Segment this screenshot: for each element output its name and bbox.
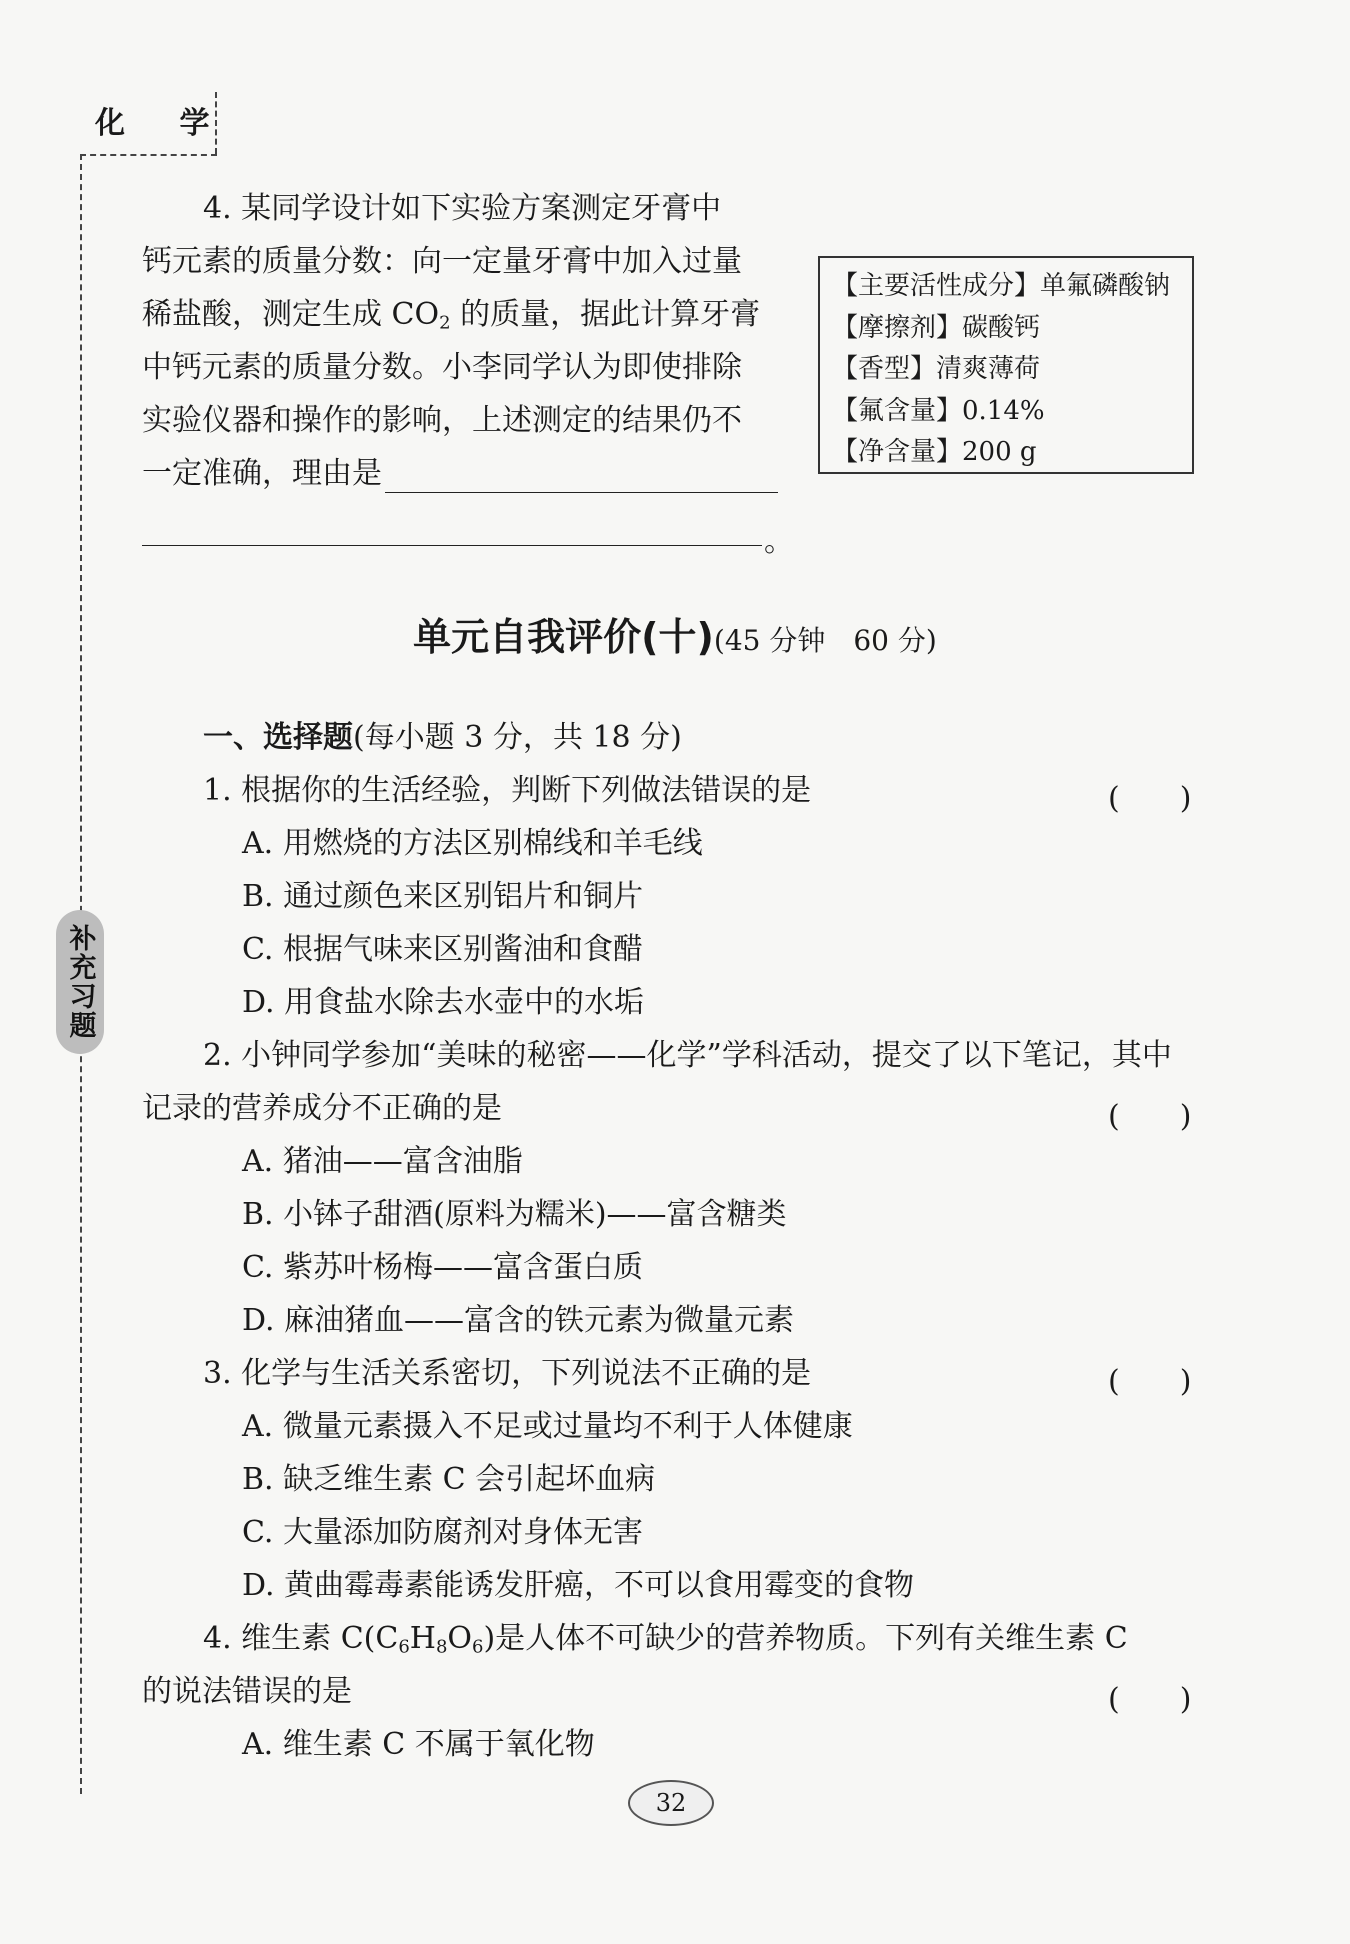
header-divider-vertical: [215, 92, 217, 154]
page-number: 32: [628, 1780, 714, 1826]
q4-prev-line-3-a: 稀盐酸，测定生成 CO: [142, 297, 440, 332]
answer-blank-2[interactable]: [142, 545, 762, 546]
q1-stem: 1. 根据你的生活经验，判断下列做法错误的是: [203, 773, 812, 808]
q4-prev-line-1: 4. 某同学设计如下实验方案测定牙膏中: [203, 191, 722, 226]
subject-label: 化 学: [95, 106, 232, 141]
info-row-flavor: 【香型】清爽薄荷: [832, 354, 1041, 384]
q1-option-c: C. 根据气味来区别酱油和食醋: [242, 932, 643, 967]
q4-prev-line-4: 中钙元素的质量分数。小李同学认为即使排除: [142, 350, 742, 385]
q3-stem: 3. 化学与生活关系密切，下列说法不正确的是: [203, 1356, 812, 1391]
toothpaste-label-box: [818, 256, 1194, 474]
header-divider-horizontal: [80, 154, 217, 156]
q2-option-c: C. 紫苏叶杨梅——富含蛋白质: [242, 1250, 643, 1285]
q1-option-b: B. 通过颜色来区别铝片和铜片: [242, 879, 644, 914]
answer-blank-1[interactable]: [385, 492, 778, 493]
supplement-tab: [56, 910, 104, 1054]
q1-option-d: D. 用食盐水除去水壶中的水垢: [242, 985, 645, 1020]
q4-prev-line-2: 钙元素的质量分数：向一定量牙膏中加入过量: [142, 244, 742, 279]
section-title-main: 单元自我评价(十): [413, 615, 714, 659]
end-period: 。: [764, 524, 794, 559]
q2-stem-2: 记录的营养成分不正确的是: [142, 1091, 502, 1126]
part-title-main: 一、选择题: [203, 720, 353, 755]
section-title: [0, 606, 1350, 661]
q1-answer-paren[interactable]: ( ): [1108, 781, 1192, 816]
q3-option-a: A. 微量元素摄入不足或过量均不利于人体健康: [242, 1409, 853, 1444]
q4-sub-8: 8: [435, 1636, 448, 1658]
q2-option-a: A. 猪油——富含油脂: [242, 1144, 523, 1179]
q4-sub-6: 6: [398, 1636, 410, 1658]
co2-subscript: 2: [439, 312, 451, 334]
q4-stem-1: [203, 1621, 1128, 1666]
q4-stem-1-b: )是人体不可缺少的营养物质。下列有关维生素 C: [483, 1621, 1128, 1656]
q1-option-a: A. 用燃烧的方法区别棉线和羊毛线: [242, 826, 703, 861]
q4-stem-2: 的说法错误的是: [142, 1674, 352, 1709]
q2-stem-1: 2. 小钟同学参加“美味的秘密——化学”学科活动，提交了以下笔记，其中: [203, 1038, 1172, 1073]
q2-option-b: B. 小钵子甜酒(原料为糯米)——富含糖类: [242, 1197, 787, 1232]
q2-option-d: D. 麻油猪血——富含的铁元素为微量元素: [242, 1303, 795, 1338]
info-row-net-content: 【净含量】200 g: [832, 437, 1037, 467]
supplement-tab-label: 补充习题: [64, 924, 96, 1040]
q4-o: O: [447, 1621, 472, 1656]
q4-stem-1-a: 4. 维生素 C(C: [203, 1621, 399, 1656]
part-title: [203, 720, 682, 756]
part-title-note: (每小题 3 分，共 18 分): [353, 720, 682, 755]
info-row-abrasive: 【摩擦剂】碳酸钙: [832, 312, 1041, 343]
q4-prev-line-3: [142, 297, 760, 342]
q4-prev-line-5: 实验仪器和操作的影响，上述测定的结果仍不: [142, 403, 742, 438]
q4-sub-6b: 6: [472, 1636, 484, 1658]
q2-answer-paren[interactable]: ( ): [1108, 1099, 1192, 1134]
info-row-fluoride: 【氟含量】0.14%: [832, 395, 1045, 426]
q3-option-d: D. 黄曲霉毒素能诱发肝癌，不可以食用霉变的食物: [242, 1568, 915, 1603]
q4-answer-paren[interactable]: ( ): [1108, 1682, 1192, 1717]
q4-prev-line-3-b: 的质量，据此计算牙膏: [450, 297, 761, 332]
section-title-sub: (45 分钟 60 分): [713, 624, 937, 657]
q3-option-c: C. 大量添加防腐剂对身体无害: [242, 1515, 643, 1550]
info-row-ingredient: 【主要活性成分】单氟磷酸钠: [832, 271, 1171, 301]
q4-h: H: [409, 1621, 436, 1656]
q4-option-a: A. 维生素 C 不属于氧化物: [242, 1727, 595, 1762]
q3-option-b: B. 缺乏维生素 C 会引起坏血病: [242, 1462, 656, 1497]
q3-answer-paren[interactable]: ( ): [1108, 1364, 1192, 1399]
q4-prev-line-6: 一定准确，理由是: [142, 456, 382, 491]
